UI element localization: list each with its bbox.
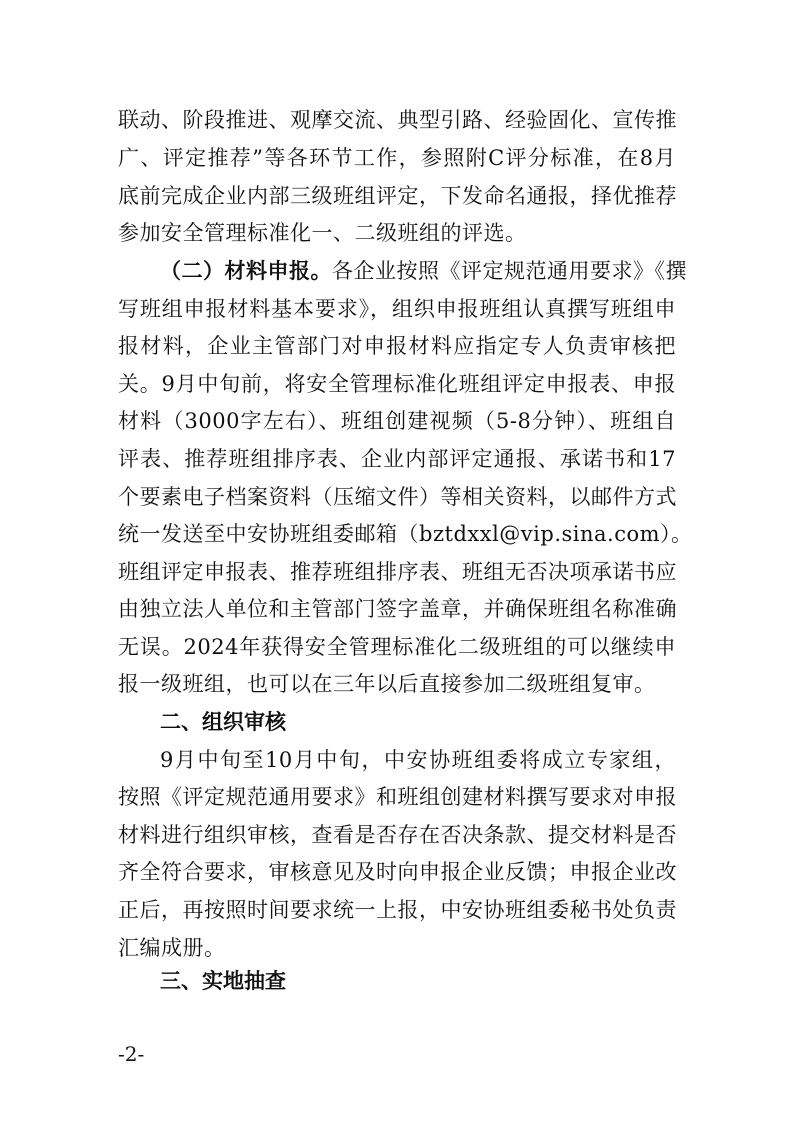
para2-line-2: 写班组申报材料基本要求》，组织申报班组认真撰写班组申 xyxy=(118,297,676,321)
para2-line-4: 关。9月中旬前，将安全管理标准化班组评定申报表、申报 xyxy=(118,372,676,396)
page-number: -2- xyxy=(118,1042,145,1066)
para2-line-1 xyxy=(160,252,687,290)
para2-line-5: 材料（3000字左右）、班组创建视频（5-8分钟）、班组自 xyxy=(118,409,676,433)
para1-line-2: 广、评定推荐”等各环节工作，参照附C评分标准，在8月 xyxy=(118,146,676,170)
para2-line-1-text: 各企业按照《评定规范通用要求》《撰 xyxy=(332,259,687,283)
para1-line-3: 底前完成企业内部三级班组评定，下发命名通报，择优推荐 xyxy=(118,184,677,208)
para2-line-3: 报材料，企业主管部门对申报材料应指定专人负责审核把 xyxy=(118,334,676,358)
para2-line-11: 无误。2024年获得安全管理标准化二级班组的可以继续申 xyxy=(118,635,676,659)
para2-line-6: 评表、推荐班组排序表、企业内部评定通报、承诺书和17 xyxy=(118,447,676,471)
para2-line-12: 报一级班组，也可以在三年以后直接参加二级班组复审。 xyxy=(118,672,656,696)
section2-line-2: 按照《评定规范通用要求》和班组创建材料撰写要求对申报 xyxy=(118,785,677,809)
para2-line-10: 由独立法人单位和主管部门签字盖章，并确保班组名称准确 xyxy=(118,597,677,621)
para1-line-4: 参加安全管理标准化一、二级班组的评选。 xyxy=(118,221,527,245)
section-heading-inspection: 三、实地抽查 xyxy=(160,969,286,993)
section2-line-1: 9月中旬至10月中旬，中安协班组委将成立专家组， xyxy=(160,748,676,772)
para2-line-8: 统一发送至中安协班组委邮箱（bztdxxl@vip.sina.com）。 xyxy=(118,522,693,546)
section2-line-4: 齐全符合要求，审核意见及时向申报企业反馈；申报企业改 xyxy=(118,860,677,884)
para2-line-7: 个要素电子档案资料（压缩文件）等相关资料，以邮件方式 xyxy=(118,485,677,509)
section2-line-5: 正后，再按照时间要求统一上报，中安协班组委秘书处负责 xyxy=(118,898,677,922)
para1-line-1: 联动、阶段推进、观摩交流、典型引路、经验固化、宣传推 xyxy=(118,108,677,132)
section-heading-review: 二、组织审核 xyxy=(160,710,286,734)
section2-line-6: 汇编成册。 xyxy=(118,936,226,960)
section2-line-3: 材料进行组织审核，查看是否存在否决条款、提交材料是否 xyxy=(118,823,677,847)
para2-line-9: 班组评定申报表、推荐班组排序表、班组无否决项承诺书应 xyxy=(118,560,677,584)
section-heading-materials: （二）材料申报。 xyxy=(160,259,332,283)
